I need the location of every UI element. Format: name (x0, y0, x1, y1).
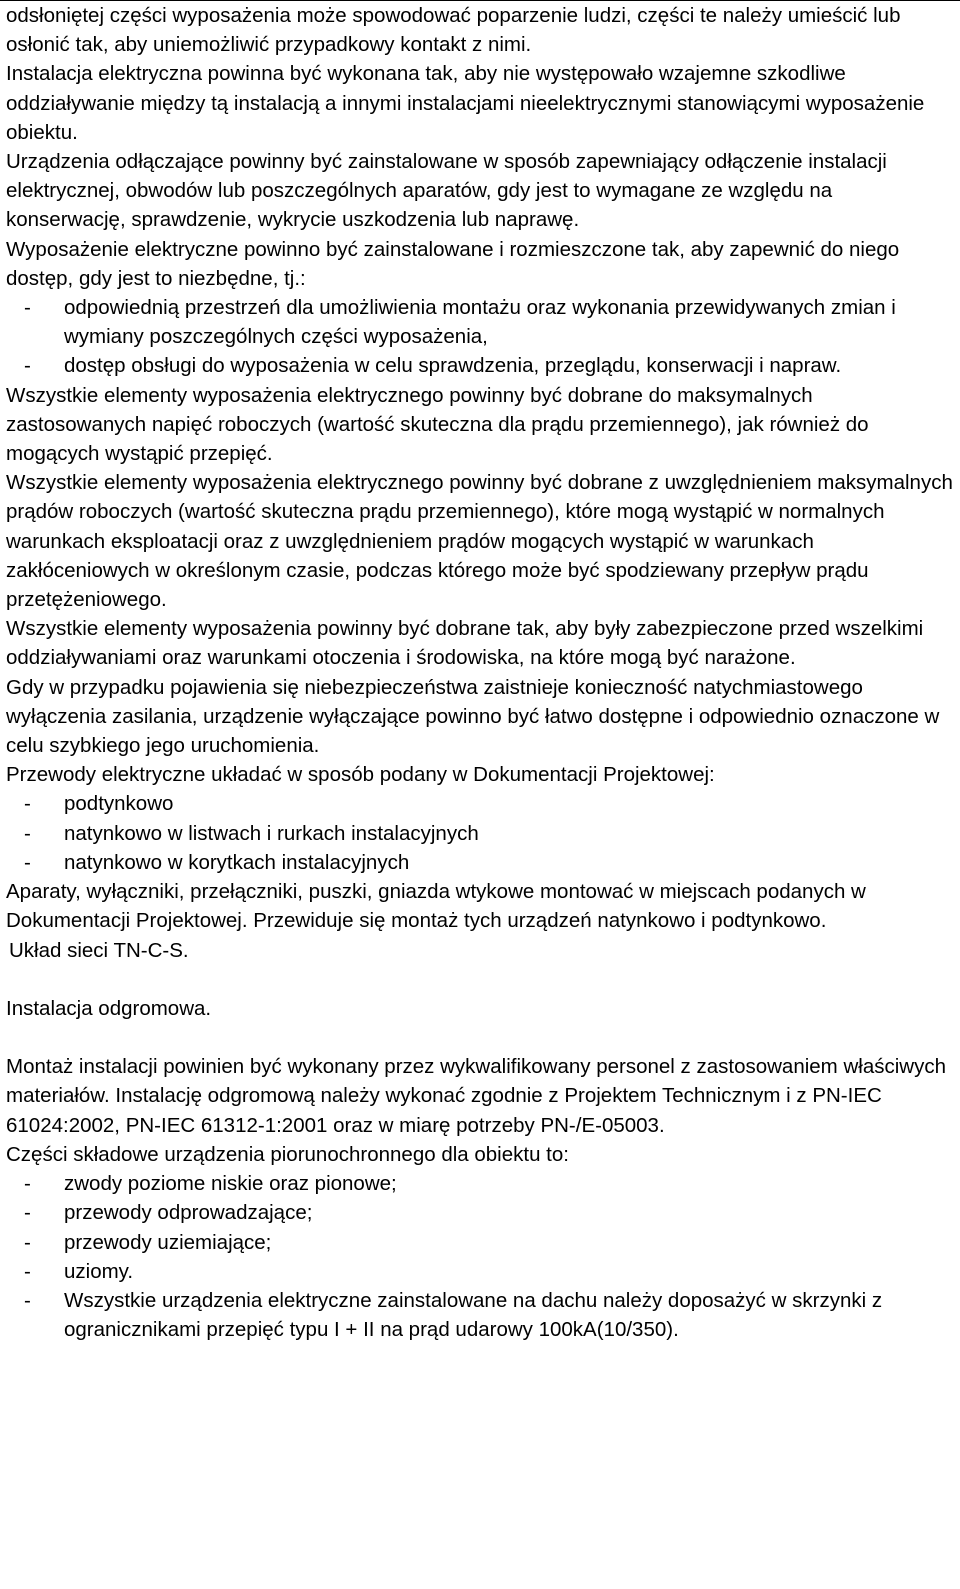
list-item-text: przewody uziemiające; (64, 1230, 272, 1254)
section-heading-lightning-protection: Instalacja odgromowa. (6, 996, 212, 1020)
list-dash: - (24, 1172, 31, 1196)
paragraph-network-type: Układ sieci TN-C-S. (9, 938, 189, 962)
list-item-text: odpowiednią przestrzeń dla umożliwienia montażu oraz wykonania przewidywanych zmian i wymiany poszczególnych części wyposażenia, (64, 296, 896, 349)
blank-line (6, 1023, 956, 1052)
list-item-text: natynkowo w listwach i rurkach instalacyjnych (64, 821, 479, 845)
blank-line (6, 965, 956, 994)
lightning-components-list (6, 1169, 956, 1344)
list-item (6, 1257, 956, 1286)
paragraph-exposed-parts: odsłoniętej części wyposażenia może spowodować poparzenie ludzi, części te należy umieścić lub osłonić tak, aby uniemożliwić przypadkowy kontakt z nimi. (6, 4, 901, 57)
list-item-text: natynkowo w korytkach instalacyjnych (64, 850, 410, 874)
list-item (6, 848, 956, 877)
list-dash: - (24, 1201, 31, 1225)
cable-routing-list (6, 789, 956, 877)
paragraph-device-mounting: Aparaty, wyłączniki, przełączniki, puszki, gniazda wtykowe montować w miejscach podanych w Dokumentacji Projektowej. Przewiduje się montaż tych urządzeń natynkowo i podtynkowo. (6, 880, 866, 933)
list-dash: - (24, 850, 31, 874)
list-item (6, 789, 956, 818)
list-dash: - (24, 354, 31, 378)
list-dash: - (24, 296, 31, 320)
list-item (6, 1198, 956, 1227)
list-dash: - (24, 792, 31, 816)
list-item-text: podtynkowo (64, 792, 174, 816)
list-item-text: zwody poziome niskie oraz pionowe; (64, 1172, 397, 1196)
paragraph-equipment-access: Wyposażenie elektryczne powinno być zainstalowane i rozmieszczone tak, aby zapewnić do niego dostęp, gdy jest to niezbędne, tj.: (6, 237, 900, 290)
paragraph-disconnecting-devices: Urządzenia odłączające powinny być zainstalowane w sposób zapewniający odłączenie instalacji elektrycznej, obwodów lub poszczególnych aparatów, gdy jest to wymagane ze względu na konserwację, sprawdzenie, wykrycie uszkodzenia lub naprawę. (6, 150, 887, 232)
list-dash: - (24, 821, 31, 845)
paragraph-environment-protection: Wszystkie elementy wyposażenia powinny być dobrane tak, aby były zabezpieczone przed wszelkimi oddziaływaniami oraz warunkami otoczenia i środowiska, na które mogą być narażone. (6, 617, 924, 670)
paragraph-cable-routing: Przewody elektryczne układać w sposób podany w Dokumentacji Projektowej: (6, 763, 715, 787)
paragraph-emergency-switch: Gdy w przypadku pojawienia się niebezpieczeństwa zaistnieje konieczność natychmiastowego wyłączenia zasilania, urządzenie wyłączające powinno być łatwo dostępne i odpowiednio oznaczone w celu szybkiego jego uruchomienia. (6, 675, 940, 758)
access-requirements-list (6, 293, 956, 381)
list-item-text: przewody odprowadzające; (64, 1201, 313, 1225)
document-page (6, 1, 956, 1344)
list-item-text: uziomy. (64, 1259, 134, 1283)
list-item (6, 351, 956, 380)
list-item (6, 1228, 956, 1257)
list-dash: - (24, 1230, 31, 1254)
paragraph-installation-interaction: Instalacja elektryczna powinna być wykonana tak, aby nie występowało wzajemne szkodliwe oddziaływanie między tą instalacją a innymi instalacjami nieelektrycznymi stanowiącymi wyposażenie obiektu. (6, 62, 925, 144)
paragraph-current-selection: Wszystkie elementy wyposażenia elektrycznego powinny być dobrane z uwzględnieniem maksymalnych prądów roboczych (wartość skuteczna prądu przemiennego), które mogą wystąpić w normalnych warunkach eksploatacji oraz z uwzględnieniem prądów mogących wystąpić w warunkach zakłóceniowych w określonym czasie, podczas którego może być spodziewany przepływ prądu przetężeniowego. (6, 471, 953, 612)
paragraph-lightning-components: Części składowe urządzenia piorunochronnego dla obiektu to: (6, 1142, 569, 1166)
list-dash: - (24, 1259, 31, 1283)
list-item (6, 1169, 956, 1198)
list-dash: - (24, 1288, 31, 1312)
paragraph-lightning-installation: Montaż instalacji powinien być wykonany przez wykwalifikowany personel z zastosowaniem właściwych materiałów. Instalację odgromową należy wykonać zgodnie z Projektem Technicznym i z PN-IEC 61024:2002, PN-IEC 61312-1:2001 oraz w miarę potrzeby PN-/E-05003. (6, 1055, 946, 1137)
list-item (6, 819, 956, 848)
paragraph-voltage-selection: Wszystkie elementy wyposażenia elektrycznego powinny być dobrane do maksymalnych zastosowanych napięć roboczych (wartość skuteczna dla prądu przemiennego), jak również do mogących wystąpić przepięć. (6, 383, 869, 466)
list-item (6, 1286, 956, 1344)
list-item (6, 293, 956, 351)
list-item-text: Wszystkie urządzenia elektryczne zainstalowane na dachu należy doposażyć w skrzynki z ogranicznikami przepięć typu I + II na prąd udarowy 100kA(10/350). (64, 1288, 883, 1342)
list-item-text: dostęp obsługi do wyposażenia w celu sprawdzenia, przeglądu, konserwacji i napraw. (64, 354, 842, 378)
